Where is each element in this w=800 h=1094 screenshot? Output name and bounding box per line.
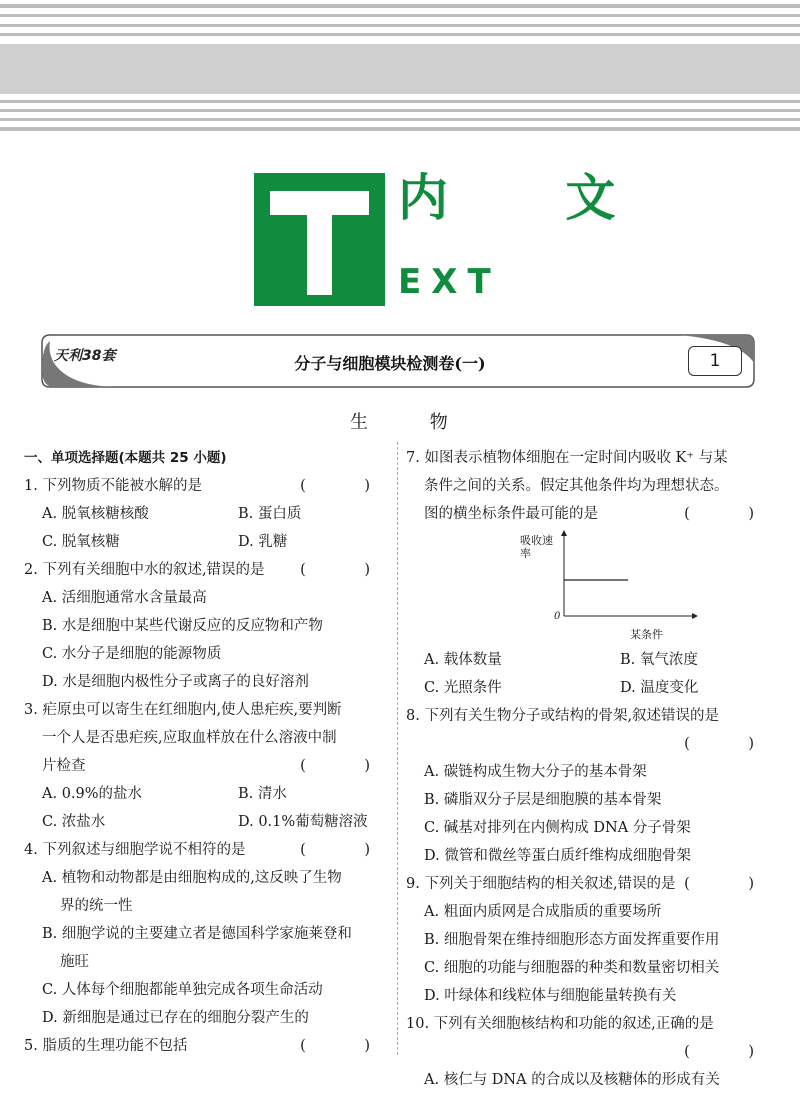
option-a: A. 植物和动物都是由细胞构成的,这反映了生物 bbox=[42, 870, 342, 886]
option-a: A. 核仁与 DNA 的合成以及核糖体的形成有关 bbox=[424, 1072, 720, 1088]
question-8: 8. 下列有关生物分子或结构的骨架,叙述错误的是 bbox=[406, 708, 720, 724]
option-a: A. 粗面内质网是合成脂质的重要场所 bbox=[424, 904, 662, 920]
option-c: C. 水分子是细胞的能源物质 bbox=[42, 646, 222, 662]
option-d: D. 0.1%葡萄糖溶液 bbox=[238, 814, 368, 830]
option-b: B. 细胞骨架在维持细胞形态方面发挥重要作用 bbox=[424, 932, 720, 948]
option-d: D. 新细胞是通过已存在的细胞分裂产生的 bbox=[42, 1010, 309, 1026]
question-10: 10. 下列有关细胞核结构和功能的叙述,正确的是 bbox=[406, 1016, 714, 1032]
big-t-logo bbox=[254, 173, 385, 306]
question-3-cont: 片检查 ( ) bbox=[42, 758, 392, 774]
option-d: D. 乳糖 bbox=[238, 534, 288, 550]
graph-x-label: 某条件 bbox=[630, 628, 663, 641]
left-column bbox=[24, 444, 392, 1060]
section-subtitle: EXT bbox=[398, 262, 501, 302]
option-a: A. 碳链构成生物大分子的基本骨架 bbox=[424, 764, 647, 780]
question-3: 3. 疟原虫可以寄生在红细胞内,使人患疟疾,要判断 bbox=[24, 702, 342, 718]
question-7: 7. 如图表示植物体细胞在一定时间内吸收 K⁺ 与某 bbox=[406, 450, 728, 466]
option-a: A. 载体数量 bbox=[424, 652, 502, 668]
option-c: C. 人体每个细胞都能单独完成各项生命活动 bbox=[42, 982, 323, 998]
option-a-cont: 界的统一性 bbox=[60, 898, 133, 914]
section-title: 内 文 bbox=[398, 169, 666, 227]
exam-number: 1 bbox=[688, 346, 742, 376]
question-7-cont: 条件之间的关系。假定其他条件均为理想状态。 bbox=[424, 478, 729, 494]
option-c: C. 浓盐水 bbox=[42, 814, 106, 830]
section-heading: 一、单项选择题(本题共 25 小题) bbox=[24, 450, 227, 466]
graph-y-label: 吸收速率 bbox=[520, 534, 553, 560]
option-b: B. 清水 bbox=[238, 786, 287, 802]
question-5: 5. 脂质的生理功能不包括 ( ) bbox=[24, 1038, 392, 1054]
absorption-graph bbox=[406, 528, 776, 646]
column-divider bbox=[397, 442, 398, 1055]
header-band bbox=[0, 0, 800, 136]
exam-title: 分子与细胞模块检测卷(一) bbox=[294, 354, 486, 373]
option-d: D. 温度变化 bbox=[620, 680, 699, 696]
option-d: D. 微管和微丝等蛋白质纤维构成细胞骨架 bbox=[424, 848, 691, 864]
option-a: A. 活细胞通常水含量最高 bbox=[42, 590, 207, 606]
option-c: C. 脱氧核糖 bbox=[42, 534, 120, 550]
option-d: D. 水是细胞内极性分子或离子的良好溶剂 bbox=[42, 674, 309, 690]
option-a: A. 0.9%的盐水 bbox=[42, 786, 143, 802]
option-c: C. 碱基对排列在内侧构成 DNA 分子骨架 bbox=[424, 820, 691, 836]
option-b: B. 细胞学说的主要建立者是德国科学家施莱登和 bbox=[42, 926, 352, 942]
option-b: B. 氧气浓度 bbox=[620, 652, 698, 668]
brand-logo: 天利38套 bbox=[54, 348, 116, 364]
right-column: 7. 如图表示植物体细胞在一定时间内吸收 K⁺ 与某 条件之间的关系。假定其他条件均为理想状态。 图的横坐标条件最可能的是 ( ) 吸收速率 0 某条件 A. 载体数量 B. 氧气浓度 C. 光照条件 D. 温度变化 8. 下列有关生物分子或结构的骨架,叙述错误的是 ( ) A. 碳链构成生物大分子的基本骨架 B. 磷脂双分子层是细胞膜的基本骨架 C. 碱基对排列在内侧构成 DNA 分子骨架 D. 微管和微丝等蛋白质纤维构成细胞骨架 9. 下列关于细胞结构的相关叙述,错误的是 ( ) A. 粗面内质网是合成脂质的重要场所 B. 细胞骨架在维持细胞形态方面发挥重要作用 C. 细胞的功能与细胞器的种类和数量密切相关 D. 叶绿体和线粒体与细胞能量转换有关 10. 下列有关细胞核结构和功能的叙述,正确的是 ( ) A. 核仁与 DNA 的合成以及核糖体的形成有关 bbox=[406, 444, 776, 1094]
question-4: 4. 下列叙述与细胞学说不相符的是 ( ) bbox=[24, 842, 392, 858]
option-c: C. 细胞的功能与细胞器的种类和数量密切相关 bbox=[424, 960, 720, 976]
option-b: B. 磷脂双分子层是细胞膜的基本骨架 bbox=[424, 792, 662, 808]
question-2: 2. 下列有关细胞中水的叙述,错误的是 ( ) bbox=[24, 562, 392, 578]
option-b: B. 水是细胞中某些代谢反应的反应物和产物 bbox=[42, 618, 323, 634]
option-b: B. 蛋白质 bbox=[238, 506, 302, 522]
option-a: A. 脱氧核糖核酸 bbox=[42, 506, 149, 522]
option-d: D. 叶绿体和线粒体与细胞能量转换有关 bbox=[424, 988, 677, 1004]
graph-origin-label: 0 bbox=[554, 611, 561, 622]
question-3-cont: 一个人是否患疟疾,应取血样放在什么溶液中制 bbox=[42, 730, 337, 746]
option-b-cont: 施旺 bbox=[60, 954, 89, 970]
question-7-cont: 图的横坐标条件最可能的是 ( ) bbox=[424, 506, 776, 522]
option-c: C. 光照条件 bbox=[424, 680, 502, 696]
subject-heading: 生 物 bbox=[350, 412, 476, 433]
question-9: 9. 下列关于细胞结构的相关叙述,错误的是 ( ) bbox=[406, 876, 776, 892]
question-1: 1. 下列物质不能被水解的是 ( ) bbox=[24, 478, 392, 494]
